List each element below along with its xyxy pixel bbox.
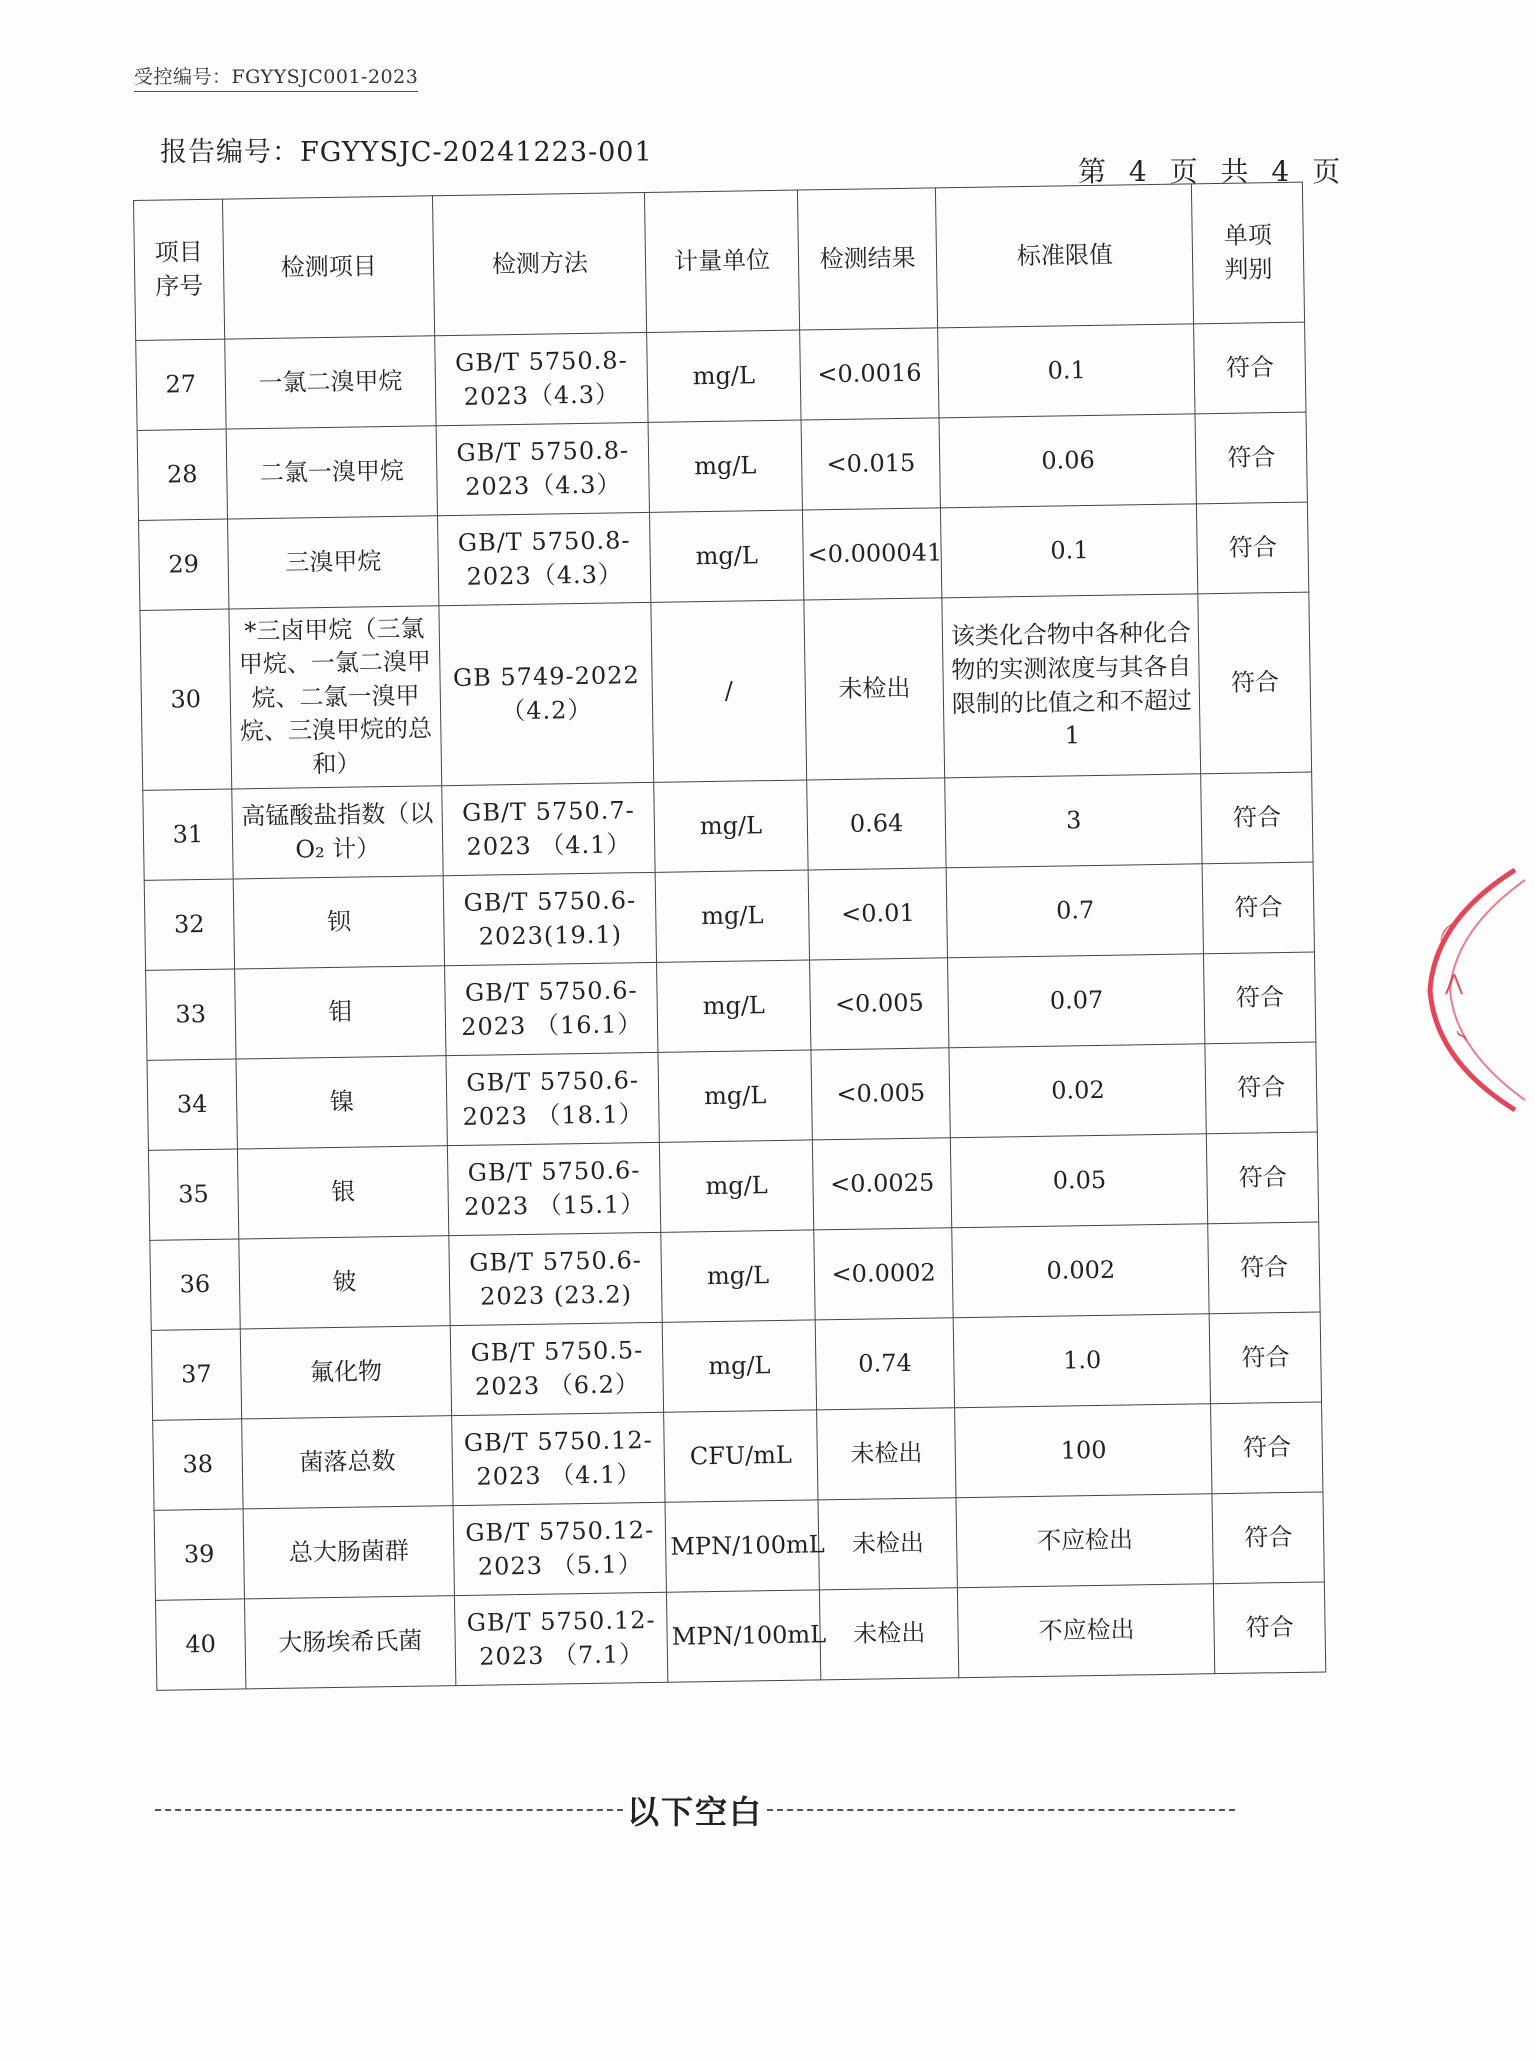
row-limit: 1.0 <box>954 1314 1211 1408</box>
row-method: GB/T 5750.8-2023（4.3） <box>435 332 648 425</box>
row-item: 二氯一溴甲烷 <box>226 426 438 519</box>
control-number: 受控编号：FGYYSJC001-2023 <box>134 62 418 92</box>
row-item: 镍 <box>236 1056 448 1149</box>
row-seq: 40 <box>155 1599 245 1690</box>
header-unit: 计量单位 <box>645 190 800 332</box>
row-judge: 符合 <box>1198 592 1311 774</box>
row-judge: 符合 <box>1208 1222 1320 1314</box>
row-unit: mg/L <box>655 870 809 962</box>
page-indicator: 第 4 页 共 4 页 <box>1078 155 1343 188</box>
row-seq: 31 <box>143 789 233 880</box>
row-result: <0.0016 <box>800 328 940 420</box>
row-limit: 0.02 <box>949 1044 1206 1138</box>
row-seq: 30 <box>140 609 232 790</box>
row-result: 未检出 <box>804 598 945 780</box>
row-limit: 0.1 <box>938 324 1195 418</box>
row-unit: mg/L <box>647 330 801 422</box>
row-judge: 符合 <box>1202 862 1314 954</box>
row-method: GB/T 5750.6-2023 （15.1） <box>448 1142 661 1235</box>
row-item: 钼 <box>234 966 446 1059</box>
row-judge: 符合 <box>1214 1582 1326 1674</box>
row-judge: 符合 <box>1211 1402 1323 1494</box>
results-table <box>133 182 1326 1691</box>
row-method: GB/T 5750.8-2023（4.3） <box>438 512 651 605</box>
row-item: 铍 <box>239 1236 451 1329</box>
row-limit: 0.06 <box>939 414 1196 508</box>
row-limit: 0.002 <box>952 1224 1209 1318</box>
row-unit: mg/L <box>654 780 808 872</box>
row-result: 未检出 <box>819 1588 959 1680</box>
row-judge: 符合 <box>1207 1132 1319 1224</box>
row-result: <0.005 <box>809 958 949 1050</box>
row-judge: 符合 <box>1201 772 1313 864</box>
dashed-line-right <box>767 1809 1235 1811</box>
header-method: 检测方法 <box>433 192 647 335</box>
row-limit: 0.07 <box>948 954 1205 1048</box>
row-seq: 29 <box>139 519 229 610</box>
row-seq: 28 <box>137 429 227 520</box>
row-method: GB/T 5750.12-2023 （4.1） <box>452 1412 665 1505</box>
row-result: <0.0025 <box>812 1138 952 1230</box>
row-seq: 36 <box>150 1239 240 1330</box>
end-text: 以下空白 <box>627 1793 764 1831</box>
row-seq: 33 <box>146 969 236 1060</box>
row-item: 银 <box>237 1146 449 1239</box>
row-item: 菌落总数 <box>241 1416 453 1509</box>
row-item: 大肠埃希氏菌 <box>244 1596 456 1689</box>
row-judge: 符合 <box>1197 502 1309 594</box>
table-row <box>140 592 1312 790</box>
row-unit: mg/L <box>660 1140 814 1232</box>
row-item: *三卤甲烷（三氯甲烷、一氯二溴甲烷、二氯一溴甲烷、三溴甲烷的总和） <box>229 606 442 789</box>
row-seq: 32 <box>144 879 234 970</box>
row-unit: mg/L <box>650 510 804 602</box>
row-limit: 0.05 <box>951 1134 1208 1228</box>
row-limit: 不应检出 <box>956 1494 1213 1588</box>
header-seq-line1: 项目 <box>154 237 203 267</box>
row-unit: mg/L <box>648 420 802 512</box>
dashed-line-left <box>155 1809 623 1811</box>
row-unit: mg/L <box>662 1320 816 1412</box>
row-result: 0.64 <box>807 778 947 870</box>
row-method: GB/T 5750.6-2023 （16.1） <box>445 962 658 1055</box>
row-unit: / <box>651 600 807 782</box>
header-judge-line2: 判别 <box>1224 254 1273 284</box>
row-limit: 0.7 <box>946 864 1203 958</box>
row-seq: 27 <box>136 339 226 430</box>
row-result: 未检出 <box>818 1498 958 1590</box>
row-limit: 3 <box>945 774 1202 868</box>
header-limit: 标准限值 <box>936 184 1194 328</box>
row-unit: MPN/100mL <box>665 1500 819 1592</box>
row-judge: 符合 <box>1204 952 1316 1044</box>
row-judge: 符合 <box>1195 412 1307 504</box>
row-judge: 符合 <box>1205 1042 1317 1134</box>
row-method: GB/T 5750.12-2023 （7.1） <box>455 1592 668 1685</box>
header-judge-line1: 单项 <box>1223 221 1273 250</box>
end-of-report-marker <box>155 1787 1235 1833</box>
row-result: <0.0002 <box>814 1228 954 1320</box>
row-item: 钡 <box>233 876 445 969</box>
row-unit: mg/L <box>658 1050 812 1142</box>
row-method: GB/T 5750.8-2023（4.3） <box>437 422 650 515</box>
row-method: GB 5749-2022（4.2） <box>439 602 653 785</box>
svg-text:⌒: ⌒ <box>1437 921 1471 954</box>
row-method: GB/T 5750.12-2023 （5.1） <box>454 1502 667 1595</box>
row-result: 0.74 <box>815 1318 955 1410</box>
row-unit: mg/L <box>661 1230 815 1322</box>
header-seq-line2: 序号 <box>155 271 204 301</box>
row-limit: 0.1 <box>941 504 1198 598</box>
row-limit: 该类化合物中各种化合物的实测浓度与其各自限制的比值之和不超过1 <box>942 594 1201 778</box>
row-seq: 39 <box>154 1509 244 1600</box>
table-row <box>155 1582 1325 1690</box>
official-seal-stamp <box>1415 860 1535 1120</box>
row-judge: 符合 <box>1212 1492 1324 1584</box>
header-item: 检测项目 <box>222 196 435 339</box>
row-unit: mg/L <box>657 960 811 1052</box>
row-seq: 38 <box>153 1419 243 1510</box>
row-result: <0.000041 <box>802 508 942 600</box>
row-item: 一氯二溴甲烷 <box>224 336 436 429</box>
row-method: GB/T 5750.6-2023 （18.1） <box>446 1052 659 1145</box>
row-method: GB/T 5750.6-2023(19.1) <box>444 872 657 965</box>
svg-text:∽: ∽ <box>1447 1020 1477 1050</box>
row-seq: 37 <box>151 1329 241 1420</box>
row-item: 总大肠菌群 <box>243 1506 455 1599</box>
row-unit: CFU/mL <box>664 1410 818 1502</box>
row-unit: MPN/100mL <box>667 1590 821 1682</box>
row-method: GB/T 5750.7-2023 （4.1） <box>442 782 655 875</box>
row-item: 三溴甲烷 <box>227 516 439 609</box>
row-result: <0.01 <box>808 868 948 960</box>
row-judge: 符合 <box>1194 322 1306 414</box>
row-seq: 35 <box>148 1149 238 1240</box>
row-item: 高锰酸盐指数（以O₂ 计） <box>232 786 444 879</box>
header-seq <box>134 199 225 340</box>
row-result: <0.005 <box>811 1048 951 1140</box>
row-method: GB/T 5750.5-2023 （6.2） <box>451 1322 664 1415</box>
row-method: GB/T 5750.6-2023 (23.2) <box>449 1232 662 1325</box>
row-limit: 不应检出 <box>958 1584 1215 1678</box>
svg-text:⋀: ⋀ <box>1445 971 1464 996</box>
row-item: 氟化物 <box>240 1326 452 1419</box>
row-result: <0.015 <box>801 418 941 510</box>
row-seq: 34 <box>147 1059 237 1150</box>
header-judge <box>1192 182 1305 324</box>
table-header-row <box>134 182 1305 340</box>
header-result: 检测结果 <box>797 188 938 330</box>
row-judge: 符合 <box>1210 1312 1322 1404</box>
row-limit: 100 <box>955 1404 1212 1498</box>
row-result: 未检出 <box>817 1408 957 1500</box>
report-number: 报告编号：FGYYSJC-20241223-001 <box>160 137 653 168</box>
